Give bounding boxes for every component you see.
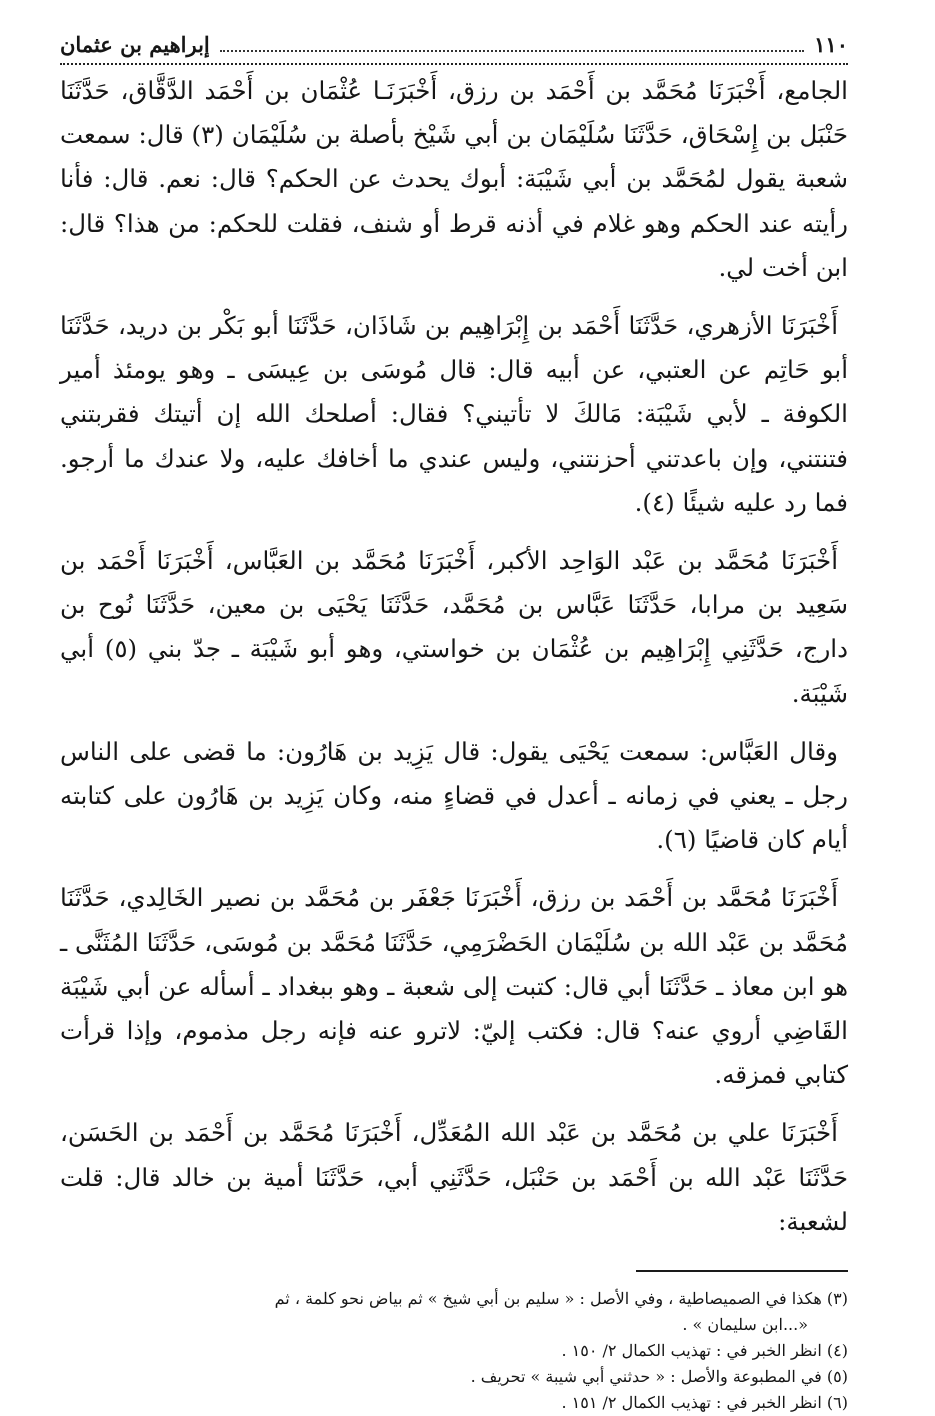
footnote [60, 1286, 848, 1338]
paragraph: وقال العَبَّاس: سمعت يَحْيَى يقول: قال يَزِيد بن هَارُون: ما قضى على الناس رجل ـ يعني في زمانه ـ أعدل في قضاءٍ منه، وكان يَزِيد بن هَارُون على كتابته أيام كان قاضيًا (٦). [60, 736, 848, 855]
footnote: (٤) انظر الخبر في : تهذيب الكمال ٢/ ١٥٠ . [561, 1341, 848, 1361]
paragraph: أَخْبَرَنَا علي بن مُحَمَّد بن عَبْد الله المُعَدِّل، أَخْبَرَنَا مُحَمَّد بن أَحْمَد بن الحَسَن، حَدَّثَنَا عَبْد الله بن أَحْمَد بن حَنْبَل، حَدَّثَنِي أبي، حَدَّثَنَا أمية بن خالد قال: قلت لشعبة: [60, 1118, 848, 1236]
paragraph: أَخْبَرَنَا الأزهري، حَدَّثَنَا أَحْمَد بن إِبْرَاهِيم بن شَاذَان، حَدَّثَنَا أبو بَكْر بن دريد، حَدَّثَنَا أبو حَاتِم عن العتبي، عن أبيه قال: قال مُوسَى بن عِيسَى ـ وهو يومئذ أمير الكوفة ـ لأبي شَيْبَة: مَالكَ لا تأتيني؟ فقال: أصلحك الله إن أتيتك فقربتني فتنتني، وإن باعدتني أحزنتني، وليس عندي ما أخافك عليه، ولا عندك ما أرجو. فما رد عليه شيئًا (٤). [60, 311, 848, 517]
paragraph: أَخْبَرَنَا مُحَمَّد بن عَبْد الوَاحِد الأكبر، أَخْبَرَنَا مُحَمَّد بن العَبَّاس، أَخْبَرَنَا أَحْمَد بن سَعِيد بن مرابا، حَدَّثَنَا عَبَّاس بن مُحَمَّد، حَدَّثَنَا يَحْيَى بن معين، حَدَّثَنَا نُوح بن دارج، حَدَّثَنِي إِبْرَاهِيم بن عُثْمَان بن خواستي، وهو أبو شَيْبَة ـ جدّ بني (٥) أبي شَيْبَة. [60, 546, 848, 708]
paragraph: الجامع، أَخْبَرَنَا مُحَمَّد بن أَحْمَد بن رزق، أَخْبَرَنَـا عُثْمَان بن أَحْمَد الدَّقَّاق، حَدَّثَنَا حَنْبَل بن إِسْحَاق، حَدَّثَنَا سُلَيْمَان بن أبي شَيْخ بأصلة بن سُلَيْمَان (٣) قال: سمعت شعبة يقول لمُحَمَّد بن أبي شَيْبَة: أبوك يحدث عن الحكم؟ قال: نعم. قال: فأنا رأيته عند الحكم وهو غلام في أذنه قرط أو شنف، فقلت للحكم: من هذا؟ قال: ابن أخت لي. [60, 76, 848, 282]
page-number: ١١٠ [814, 32, 848, 57]
header-leader-dots [220, 50, 804, 52]
footnote-line: «...ابن سليمان » . [682, 1315, 808, 1335]
running-header [60, 30, 848, 65]
footnote-line: (٣) هكذا في الصميصاطية ، وفي الأصل : « سليم بن أبي شيخ » ثم بياض نحو كلمة ، ثم [274, 1289, 848, 1309]
paragraph: أَخْبَرَنَا مُحَمَّد بن أَحْمَد بن رزق، أَخْبَرَنَا جَعْفَر بن مُحَمَّد بن نصير الخَالِدي، حَدَّثَنَا مُحَمَّد بن عَبْد الله بن سُلَيْمَان الحَضْرَمِي، حَدَّثَنَا مُحَمَّد بن مُوسَى، حَدَّثَنَا المُثَنَّى ـ هو ابن معاذ ـ حَدَّثَنَا أبي قال: كتبت إلى شعبة ـ وهو ببغداد ـ أسأله عن أبي شَيْبَة القَاضِي أروي عنه؟ قال: فكتب إليّ: لاترو عنه فإنه رجل مذموم، وإذا قرأت كتابي فمزقه. [60, 883, 848, 1090]
main-text [60, 69, 848, 1244]
footnotes [60, 1286, 848, 1416]
footnote: (٥) في المطبوعة والأصل : « حدثني أبي شيبة » تحريف . [470, 1367, 848, 1387]
footnote: (٦) انظر الخبر في : تهذيب الكمال ٢/ ١٥١ . [561, 1393, 848, 1413]
book-page [60, 30, 848, 1416]
running-title: إبراهيم بن عثمان [60, 32, 210, 57]
footnote-separator [636, 1270, 848, 1272]
